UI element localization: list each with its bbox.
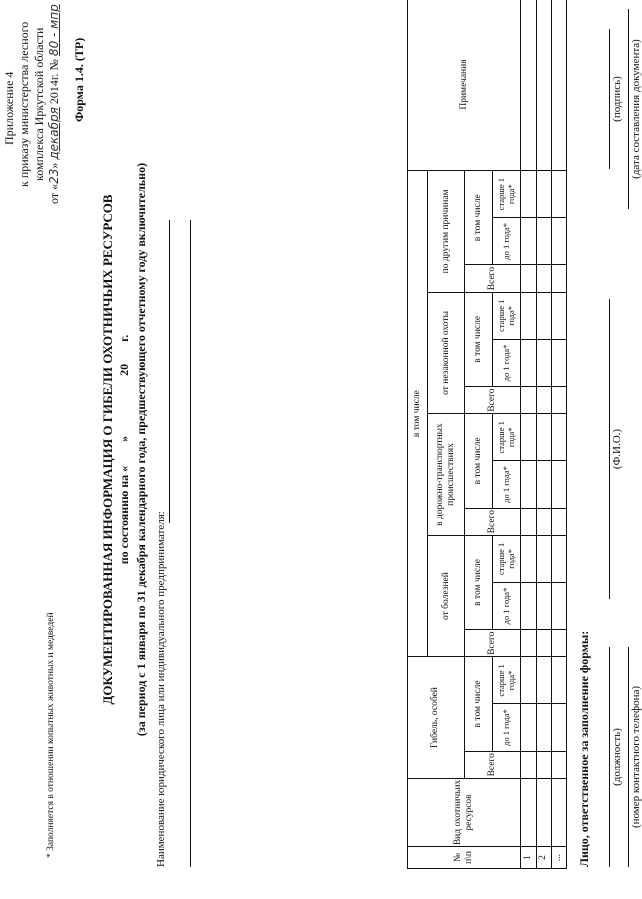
as-of-line (117, 0, 132, 899)
footnote-star: * (500, 709, 511, 714)
col-header-traffic: в дорожно-транспортных происшествиях (428, 414, 464, 536)
over1-label: старше 1 года (495, 421, 516, 454)
col-header-over1 (493, 292, 521, 339)
col-header-incl-sub: в том числе (464, 535, 492, 629)
as-of-year: 20 (117, 363, 131, 376)
position-caption: (должность) (611, 728, 623, 786)
col-header-total: Всего (464, 387, 521, 414)
table-cell[interactable] (551, 582, 566, 629)
table-cell[interactable] (551, 0, 566, 171)
footnote-star: * (505, 670, 516, 675)
col-header-incl-sub: в том числе (464, 292, 492, 386)
fio-field[interactable] (609, 299, 610, 599)
col-header-under1 (493, 582, 521, 629)
table-cell[interactable] (536, 535, 551, 582)
col-header-over1 (493, 657, 521, 704)
table-cell[interactable] (536, 0, 551, 171)
position-field[interactable] (609, 647, 610, 867)
table-cell[interactable] (551, 657, 566, 704)
col-header-over1 (493, 171, 521, 218)
as-of-suffix: г. (117, 334, 131, 342)
col-header-under1 (493, 218, 521, 265)
date-year: 2014г. № (47, 59, 61, 105)
table-cell[interactable] (521, 265, 536, 292)
table-cell[interactable] (521, 630, 536, 657)
footnote-star: * (500, 466, 511, 471)
date-day: 23 (47, 168, 61, 184)
col-header-incl-sub: в том числе (464, 657, 492, 751)
col-header-disease: от болезней (428, 535, 464, 657)
over1-label: старше 1 года (495, 178, 516, 211)
table-cell[interactable] (551, 630, 566, 657)
col-header-species: Вид охотничьих ресурсов (408, 778, 521, 846)
table-cell[interactable] (536, 461, 551, 508)
table-cell[interactable] (521, 0, 536, 171)
order-number: 80 - мпр (47, 4, 61, 57)
table-row (521, 0, 536, 869)
col-header-incl-sub: в том числе (464, 414, 492, 508)
org-name-field[interactable] (169, 220, 170, 523)
row-number: ... (551, 847, 566, 869)
table-cell[interactable] (521, 387, 536, 414)
table-cell[interactable] (521, 171, 536, 218)
date-prefix: от « (47, 183, 61, 204)
table-cell[interactable] (551, 461, 566, 508)
table-cell[interactable] (536, 778, 551, 846)
row-number: 1 (521, 847, 536, 869)
responsible-label: Лицо, ответственное за заполнение формы: (577, 630, 591, 867)
table-cell[interactable] (536, 704, 551, 751)
col-header-under1 (493, 461, 521, 508)
death-table (407, 0, 567, 869)
date-month: декабря (47, 107, 61, 160)
table-cell[interactable] (521, 535, 536, 582)
table-cell[interactable] (521, 778, 536, 846)
under1-label: до 1 года (500, 470, 511, 503)
doc-date-field[interactable] (628, 9, 629, 209)
order-ref-line: комплекса Иркутской области (32, 27, 46, 181)
table-cell[interactable] (536, 171, 551, 218)
table-cell[interactable] (536, 292, 551, 339)
col-header-notes: Примечания (408, 0, 521, 171)
over1-label: старше 1 года (495, 542, 516, 576)
table-cell[interactable] (551, 508, 566, 535)
footnote-star: * (505, 427, 516, 432)
footnote-star: * (500, 344, 511, 349)
col-header-total: Всего (464, 751, 521, 778)
form-code: Форма 1.4. (ТР) (72, 37, 86, 122)
order-date-line (47, 4, 62, 204)
table-cell[interactable] (536, 339, 551, 386)
table-cell[interactable] (551, 414, 566, 461)
col-header-other: по другим причинам (428, 171, 464, 293)
table-cell[interactable] (521, 582, 536, 629)
footnote: * Заполняется в отношении копытных животных и медведей (46, 612, 56, 858)
table-cell[interactable] (521, 414, 536, 461)
phone-caption: (номер контактного телефона) (630, 685, 642, 829)
under1-label: до 1 года (500, 227, 511, 260)
table-cell[interactable] (551, 535, 566, 582)
period-line: (за период с 1 января по 31 декабря календарного года, предшествующего отчетному году включительно) (134, 162, 148, 737)
table-cell[interactable] (551, 387, 566, 414)
table-cell[interactable] (536, 582, 551, 629)
table-cell[interactable] (536, 751, 551, 778)
footnote-star: * (500, 223, 511, 228)
table-cell[interactable] (521, 657, 536, 704)
table-cell[interactable] (551, 292, 566, 339)
col-header-over1 (493, 535, 521, 582)
col-header-poaching: от незаконной охоты (428, 292, 464, 414)
table-cell[interactable] (536, 265, 551, 292)
row-number: 2 (536, 847, 551, 869)
col-header-incl: в том числе (408, 171, 428, 657)
date-mid: » (47, 162, 61, 169)
table-cell[interactable] (551, 751, 566, 778)
table-cell[interactable] (521, 461, 536, 508)
table-cell[interactable] (521, 218, 536, 265)
table-cell[interactable] (551, 704, 566, 751)
appendix-label: Приложение 4 (2, 71, 16, 145)
col-header-no: № п\п (408, 847, 521, 869)
table-cell[interactable] (521, 751, 536, 778)
table-cell[interactable] (521, 339, 536, 386)
col-header-under1 (493, 339, 521, 386)
under1-label: до 1 года (500, 591, 511, 625)
table-cell[interactable] (536, 387, 551, 414)
as-of-mid: » (117, 435, 131, 442)
table-cell[interactable] (551, 265, 566, 292)
fio-caption: (Ф.И.О.) (611, 428, 623, 470)
col-header-incl-sub: в том числе (464, 171, 492, 265)
col-header-total: Всего (464, 265, 521, 292)
col-header-death: Гибель, особей (408, 657, 465, 779)
footnote-star: * (505, 184, 516, 189)
signature-field[interactable] (609, 29, 610, 169)
table-cell[interactable] (551, 171, 566, 218)
col-header-under1 (493, 704, 521, 751)
col-header-total: Всего (464, 630, 521, 657)
org-name-label: Наименование юридического лица или индивидуального предпринимателя: (155, 511, 167, 867)
under1-label: до 1 года (500, 348, 511, 382)
table-cell[interactable] (536, 218, 551, 265)
table-row (536, 0, 551, 869)
document-title: ДОКУМЕНТИРОВАННАЯ ИНФОРМАЦИЯ О ГИБЕЛИ ОХОТНИЧЬИХ РЕСУРСОВ (100, 194, 115, 705)
as-of-prefix: по состоянию на « (117, 465, 131, 565)
footnote-star: * (505, 549, 516, 554)
over1-label: старше 1 года (495, 299, 516, 332)
table-cell[interactable] (521, 704, 536, 751)
under1-label: до 1 года (500, 713, 511, 746)
table-cell[interactable] (551, 778, 566, 846)
table-cell[interactable] (536, 414, 551, 461)
over1-label: старше 1 года (495, 664, 516, 697)
table-row (551, 0, 566, 869)
table-cell[interactable] (521, 508, 536, 535)
col-header-total: Всего (464, 508, 521, 535)
table-cell[interactable] (536, 657, 551, 704)
table-cell[interactable] (521, 292, 536, 339)
signature-caption: (подпись) (611, 76, 623, 122)
org-name-field-line2[interactable] (190, 220, 191, 867)
table-cell[interactable] (551, 339, 566, 386)
doc-date-caption: (дата составления документа) (630, 39, 642, 179)
table-cell[interactable] (536, 508, 551, 535)
order-ref-line: к приказу министерства лесного (17, 21, 31, 187)
col-header-over1 (493, 414, 521, 461)
phone-field[interactable] (628, 647, 629, 867)
footnote-star: * (505, 305, 516, 311)
table-cell[interactable] (536, 630, 551, 657)
table-cell[interactable] (551, 218, 566, 265)
footnote-star: * (500, 587, 511, 592)
